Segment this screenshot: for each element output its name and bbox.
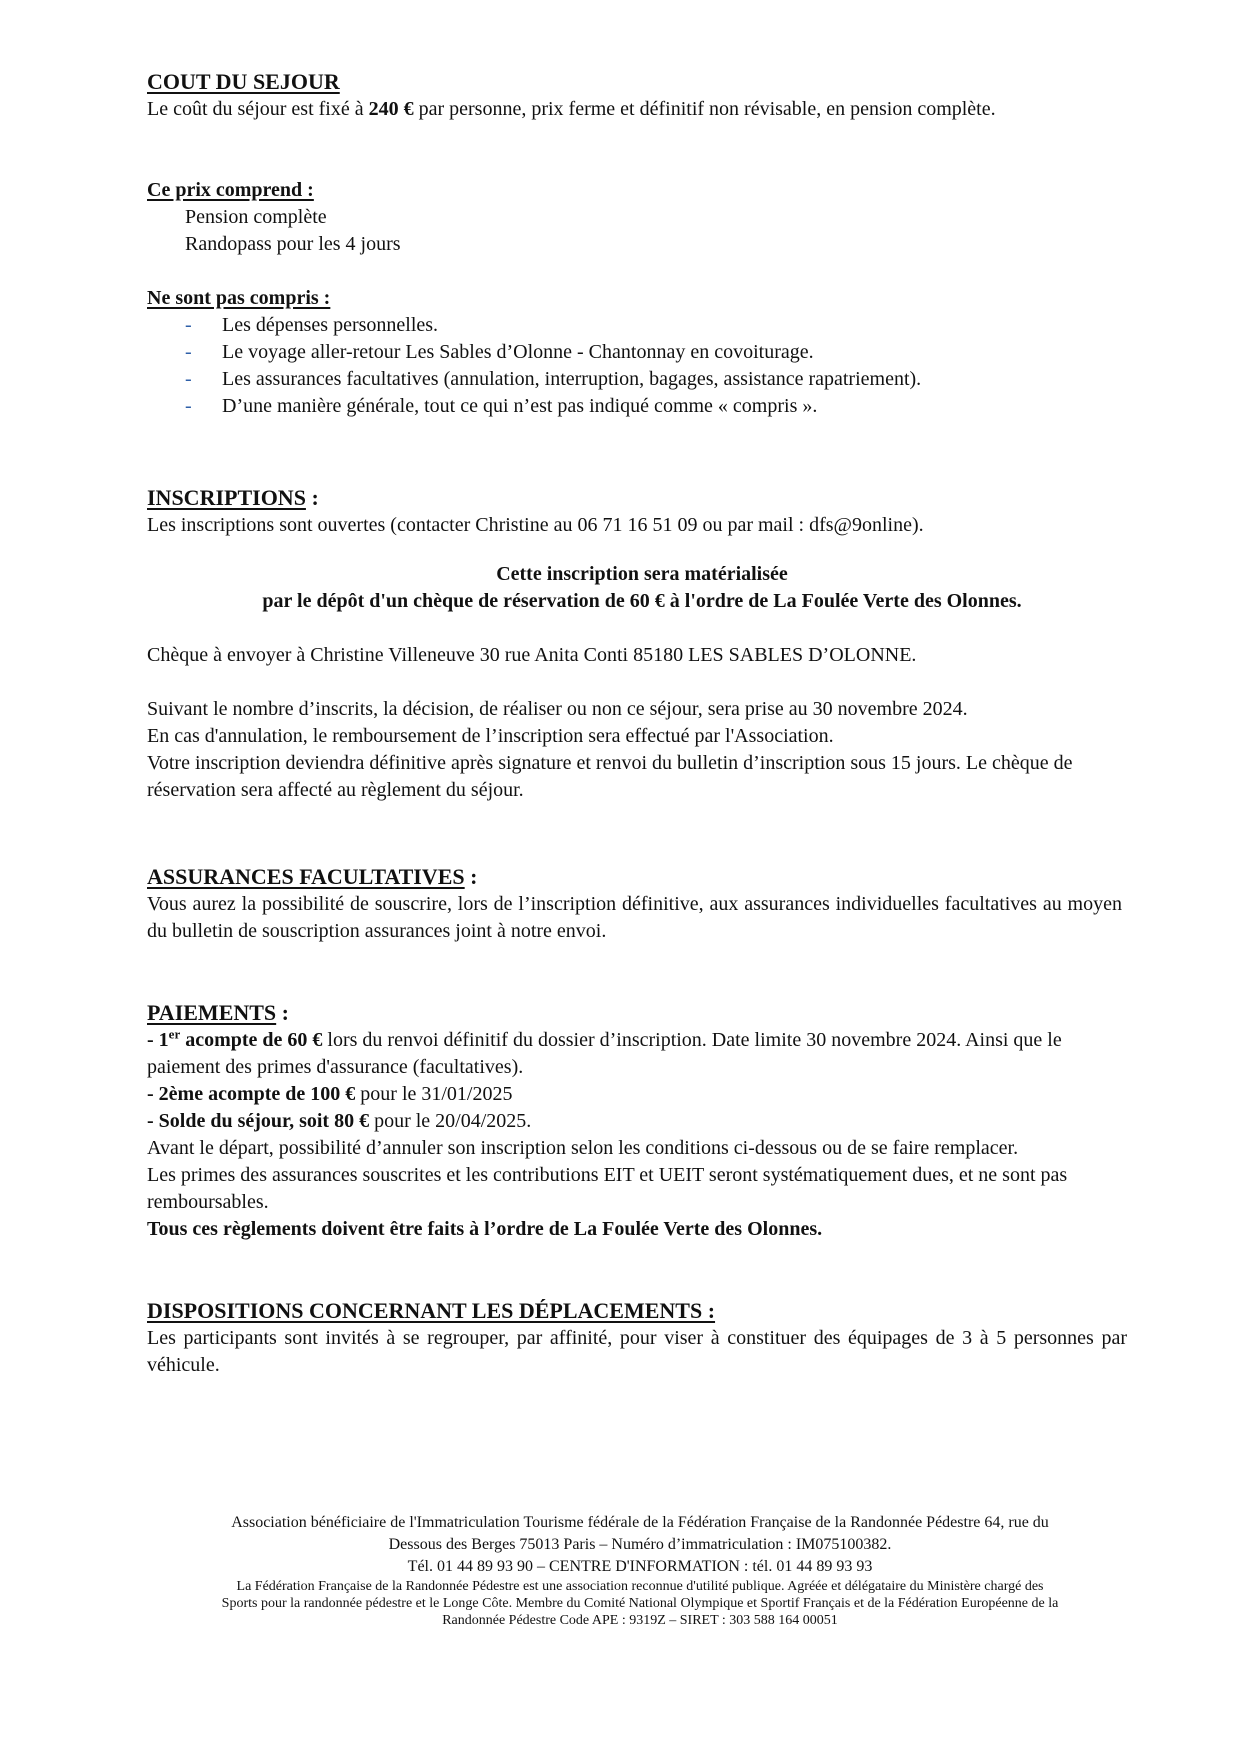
section-title-paiements — [147, 999, 1137, 1027]
inscriptions-center-line1: Cette inscription sera matérialisée — [496, 563, 788, 585]
footer-line: La Fédération Française de la Randonnée Pédestre est une association reconnue d'utilité publique. Agréée et délégataire du Ministère chargé des — [236, 1579, 1044, 1594]
solde-bold: - Solde du séjour, soit 80 € — [147, 1110, 370, 1132]
paiements-p3-bold: Tous ces règlements doivent être faits à l’ordre de La Foulée Verte des Olonnes. — [147, 1218, 823, 1240]
paiement-acompte-1 — [147, 1027, 1127, 1081]
dash-bullet: - — [185, 341, 192, 363]
paiements-p3 — [147, 1216, 1137, 1243]
footer-line: Randonnée Pédestre Code APE : 9319Z – SIRET : 303 588 164 00051 — [442, 1613, 838, 1628]
cout-price: 240 € — [368, 98, 414, 120]
inscriptions-center-line2: par le dépôt d'un chèque de réservation de 60 € à l'ordre de La Foulée Verte des Olonnes. — [262, 590, 1022, 612]
acompte-1-prefix: - 1 — [147, 1029, 169, 1051]
assurances-colon: : — [464, 864, 478, 889]
footer-line: Tél. 01 44 89 93 90 – CENTRE D'INFORMATION : tél. 01 44 89 93 93 — [407, 1558, 873, 1575]
paiements-p2: Les primes des assurances souscrites et les contributions EIT et UEIT seront systématiquement dues, et ne sont pas remboursables. — [147, 1164, 1068, 1213]
dash-bullet: - — [185, 368, 192, 390]
paiement-acompte-2 — [147, 1081, 1137, 1108]
footer — [130, 1512, 1150, 1629]
paiements-p1: Avant le départ, possibilité d’annuler son inscription selon les conditions ci-dessous ou de se faire remplacer. — [147, 1137, 1019, 1159]
dash-bullet: - — [185, 395, 192, 417]
deplacements-text: Les participants sont invités à se regrouper, par affinité, pour viser à constituer des équipages de 3 à 5 personnes par véhicule. — [147, 1327, 1127, 1376]
assurances-title-text: ASSURANCES FACULTATIVES — [147, 864, 465, 889]
solde-rest: pour le 20/04/2025. — [369, 1110, 532, 1132]
list-item — [147, 393, 1137, 420]
dash-bullet: - — [185, 314, 192, 336]
inscriptions-title-text: INSCRIPTIONS — [147, 485, 306, 510]
list-item — [147, 339, 1137, 366]
footer-line: Sports pour la randonnée pédestre et le Longe Côte. Membre du Comité National Olympique et Sportif Français et de la Fédération Européenne de la — [221, 1596, 1059, 1611]
comprend-item: Randopass pour les 4 jours — [185, 233, 401, 255]
subsection-title-non-compris: Ne sont pas compris : — [147, 287, 331, 309]
inscriptions-p2: En cas d'annulation, le remboursement de l’inscription sera effectué par l'Association. — [147, 725, 834, 747]
list-item-text: D’une manière générale, tout ce qui n’est pas indiqué comme « compris ». — [222, 395, 818, 417]
footer-line: Dessous des Berges 75013 Paris – Numéro d’immatriculation : IM075100382. — [388, 1536, 892, 1553]
acompte-1-sup: er — [168, 1026, 181, 1042]
paiement-solde — [147, 1108, 1137, 1135]
subsection-title-comprend: Ce prix comprend : — [147, 179, 314, 201]
non-compris-list — [147, 312, 1137, 420]
acompte-1-rest: lors du renvoi définitif du dossier d’inscription. Date limite 30 novembre 2024. Ainsi que le paiement des primes d'assurance (facultatives). — [147, 1029, 1062, 1078]
inscriptions-p1: Suivant le nombre d’inscrits, la décision, de réaliser ou non ce séjour, sera prise au 30 novembre 2024. — [147, 698, 968, 720]
comprend-item: Pension complète — [185, 206, 327, 228]
section-title-inscriptions — [147, 484, 1137, 512]
list-item — [147, 366, 1137, 393]
acompte-2-rest: pour le 31/01/2025 — [355, 1083, 513, 1105]
list-item-text: Les assurances facultatives (annulation, interruption, bagages, assistance rapatriement). — [222, 368, 922, 390]
paiements-title-text: PAIEMENTS — [147, 1000, 277, 1025]
document-page — [147, 68, 1137, 1379]
list-item-text: Les dépenses personnelles. — [222, 314, 439, 336]
assurances-text: Vous aurez la possibilité de souscrire, lors de l’inscription définitive, aux assurances individuelles facultatives au moyen du bulletin de souscription assurances joint à notre envoi. — [147, 893, 1122, 942]
acompte-1-bold: acompte de 60 € — [180, 1029, 323, 1051]
paiements-colon: : — [276, 1000, 289, 1025]
inscriptions-p3: Votre inscription deviendra définitive après signature et renvoi du bulletin d’inscription sous 15 jours. Le chèque de réservation sera affecté au règlement du séjour. — [147, 752, 1073, 801]
inscriptions-cheque: Chèque à envoyer à Christine Villeneuve 30 rue Anita Conti 85180 LES SABLES D’OLONNE. — [147, 644, 917, 666]
acompte-2-bold: - 2ème acompte de 100 € — [147, 1083, 356, 1105]
section-title-deplacements: DISPOSITIONS CONCERNANT LES DÉPLACEMENTS : — [147, 1298, 716, 1323]
inscriptions-colon: : — [305, 485, 319, 510]
list-item-text: Le voyage aller-retour Les Sables d’Olonne - Chantonnay en covoiturage. — [222, 341, 814, 363]
footer-line: Association bénéficiaire de l'Immatriculation Tourisme fédérale de la Fédération Française de la Randonnée Pédestre 64, rue du — [231, 1514, 1049, 1531]
section-title-assurances — [147, 863, 1137, 891]
cout-text-before: Le coût du séjour est fixé à — [147, 98, 369, 120]
cout-text-after: par personne, prix ferme et définitif non révisable, en pension complète. — [413, 98, 996, 120]
cout-text — [147, 96, 1137, 123]
inscriptions-open: Les inscriptions sont ouvertes (contacter Christine au 06 71 16 51 09 ou par mail : dfs@9online). — [147, 514, 924, 536]
list-item — [147, 312, 1137, 339]
section-title-cout: COUT DU SEJOUR — [147, 69, 340, 94]
